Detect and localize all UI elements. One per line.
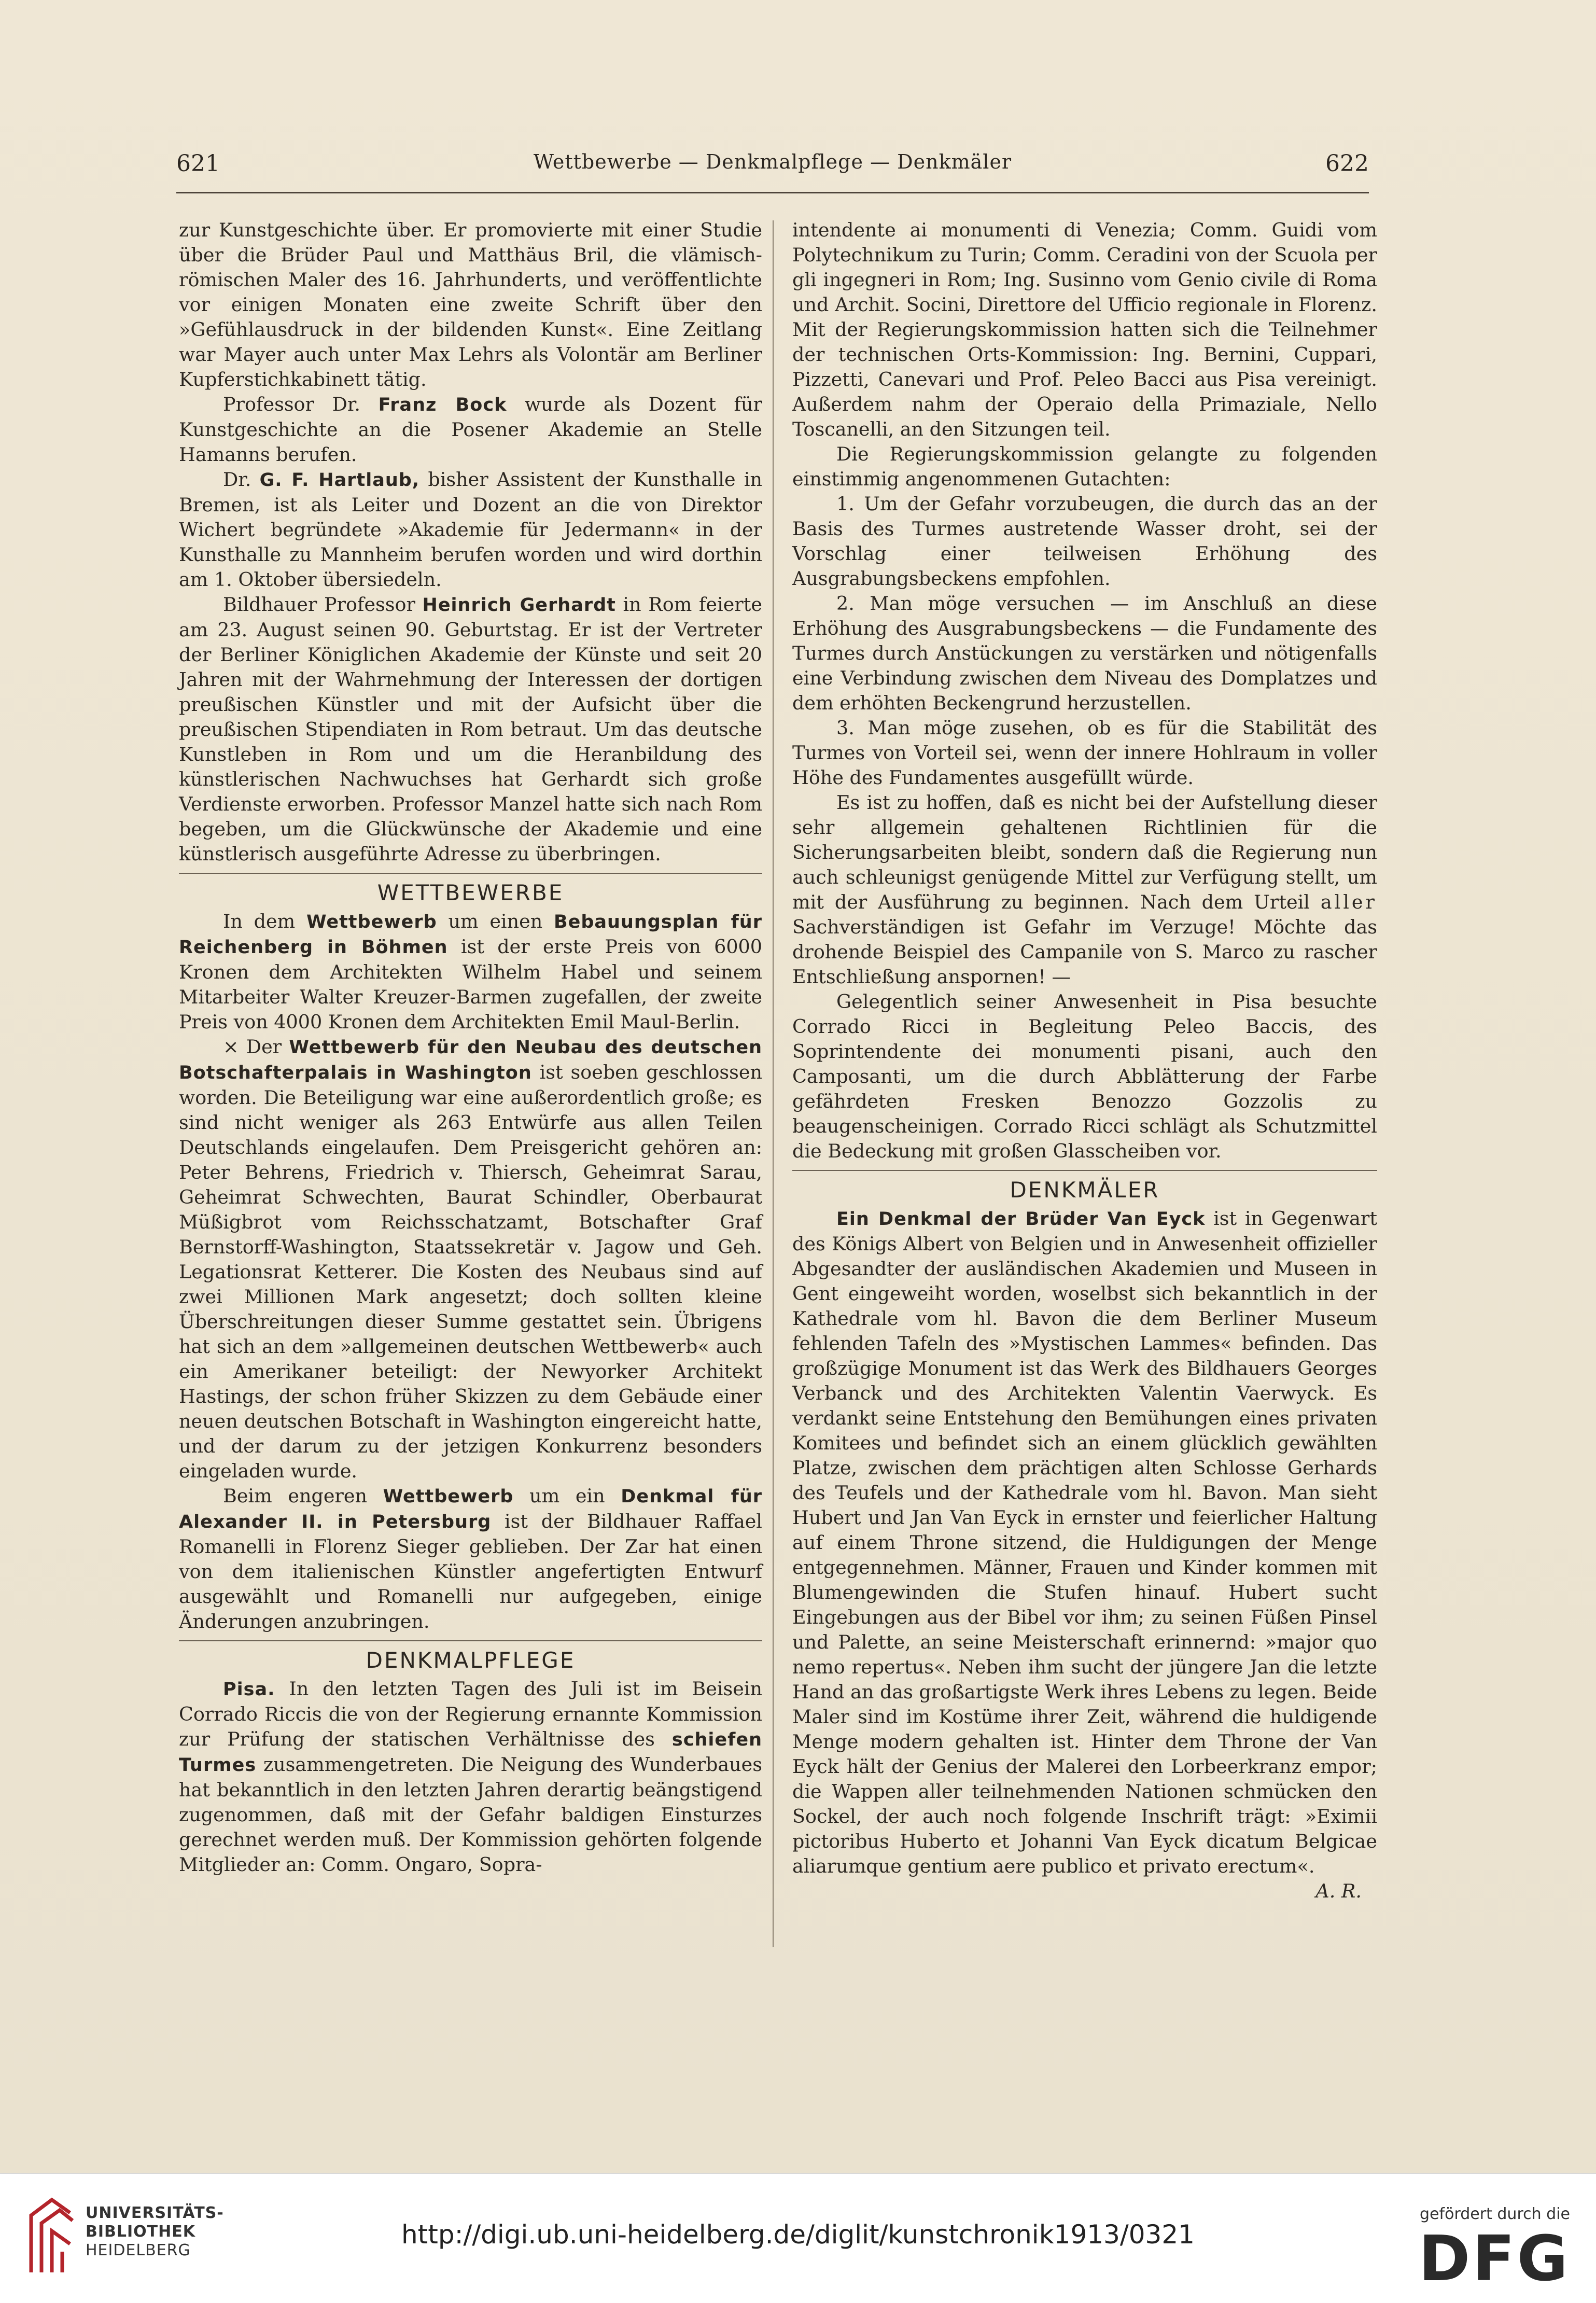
section-heading-denkmalpflege: DENKMALPFLEGE bbox=[366, 1648, 576, 1673]
running-title: Wettbewerbe — Denkmalpflege — Denkmäler bbox=[533, 150, 1012, 173]
author-signature: A. R. bbox=[1315, 1880, 1362, 1902]
section-rule bbox=[179, 1640, 762, 1641]
right-column bbox=[792, 218, 1377, 1904]
paragraph: Es ist zu hoffen, daß es nicht bei der Aufstellung dieser sehr allgemein gehaltenen Richtlinien für die Sicherungsarbeiten bleibt, sondern daß die Regierung nun auch schleunigst genügende Mittel zur Verfügung stellt, um mit der Ausführung zu beginnen. Nach dem Urteil aller Sachverständigen ist Gefahr im Verzuge! Möchte das drohende Beispiel des Campanile von S. Marco zu rascher Entschließung anspornen! — bbox=[792, 791, 1377, 988]
paragraph: Pisa. In den letzten Tagen des Juli ist im Beisein Corrado Riccis die von der Regierung ernannte Kommission zur Prüfung der statischen Verhältnisse des schiefen Turmes zusammengetreten. Die Neigung des Wunderbaues hat bekanntlich in den letzten Jahren derartig beängstigend zugenommen, daß mit der Gefahr baldigen Einsturzes gerechnet werden muß. Der Kommission gehörten folgende Mitglieder an: Comm. Ongaro, Sopra- bbox=[179, 1678, 762, 1876]
running-head bbox=[176, 150, 1369, 187]
page-number-right: 622 bbox=[1325, 150, 1369, 177]
paragraph: 2. Man möge versuchen — im Anschluß an diese Erhöhung des Ausgrabungsbeckens — die Fundamente des Turmes durch Anstückungen zu verstärken und nötigenfalls eine Verbindung zwischen dem Niveau des Domplatzes und dem erhöhten Beckengrund herzustellen. bbox=[792, 592, 1377, 714]
digitization-footer bbox=[0, 2173, 1596, 2303]
column-divider bbox=[773, 220, 774, 1947]
paragraph: Beim engeren Wettbewerb um ein Denkmal für Alexander II. in Petersburg ist der Bildhauer Raffael Romanelli in Florenz Sieger geblieben. Der Zar hat einen von dem italienischen Künstler angefertigten Entwurf ausgewählt und Romanelli nur aufgegeben, einige Änderungen anzubringen. bbox=[179, 1485, 762, 1632]
paragraph: Gelegentlich seiner Anwesenheit in Pisa besuchte Corrado Ricci in Begleitung Peleo Baccis, des Soprintendente dei monumenti pisani, auch den Camposanti, um die durch Abblätterung der Farbe gefährdeten Fresken Benozzo Gozzolis zu beaugenscheinigen. Corrado Ricci schlägt als Schutzmittel die Bedeckung mit großen Glasscheiben vor. bbox=[792, 990, 1377, 1162]
paragraph: Bildhauer Professor Heinrich Gerhardt in Rom feierte am 23. August seinen 90. Geburtstag. Er ist der Vertreter der Berliner Königlichen Akademie der Künste und seit 20 Jahren mit der Wahrnehmung der Interessen der dortigen preußischen Künstler und mit der Aufsicht über die preußischen Stipendiaten in Rom betraut. Um das deutsche Kunstleben in Rom und um die Heranbildung des künstlerischen Nachwuchses hat Gerhardt sich große Verdienste erworben. Professor Manzel hatte sich nach Rom begeben, um die Glückwünsche der Akademie und eine künstlerisch ausgeführte Adresse zu überbringen. bbox=[179, 593, 763, 865]
paragraph: In dem Wettbewerb um einen Bebauungsplan für Reichenberg in Böhmen ist der erste Preis von 6000 Kronen dem Architekten Wilhelm Habel und seinem Mitarbeiter Walter Kreuzer-Barmen zugefallen, der zweite Preis von 4000 Kronen dem Architekten Emil Maul-Berlin. bbox=[179, 910, 762, 1033]
paragraph: 3. Man möge zusehen, ob es für die Stabilität des Turmes von Vorteil sei, wenn der innere Hohlraum in voller Höhe des Fundamentes ausgefüllt würde. bbox=[792, 717, 1377, 789]
paragraph: 1. Um der Gefahr vorzubeugen, die durch das an der Basis des Turmes austretende Wasser droht, sei der Vorschlag einer teilweisen Erhöhung des Ausgrabungsbeckens empfohlen. bbox=[792, 493, 1377, 590]
paragraph: Dr. G. F. Hartlaub, bisher Assistent der Kunsthalle in Bremen, ist als Leiter und Dozent an die von Direktor Wichert begründete »Akademie für Jedermann« in der Kunsthalle zu Mannheim berufen worden und wird dorthin am 1. Oktober übersiedeln. bbox=[179, 468, 762, 591]
paragraph: × Der Wettbewerb für den Neubau des deutschen Botschafterpalais in Washington ist soeben geschlossen worden. Die Beteiligung war eine außerordentlich große; es sind nicht weniger als 263 Entwürfe aus allen Teilen Deutschlands eingelaufen. Dem Preisgericht gehören an: Peter Behrens, Friedrich v. Thiersch, Geheimrat Sarau, Geheimrat Schwechten, Baurat Schindler, Oberbaurat Müßigbrot vom Reichsschatzamt, Botschafter Graf Bernstorff-Washington, Staatssekretär v. Jagow und Geh. Legationsrat Ketterer. Die Kosten des Neubaus sind auf zwei Millionen Mark angesetzt; doch sollten kleine Überschreitungen dieser Summe gestattet sein. Übrigens hat sich an dem »allgemeinen deutschen Wettbewerb« auch ein Amerikaner beteiligt: der Newyorker Architekt Hastings, der schon früher Skizzen zu dem Gebäude einer neuen deutschen Botschaft in Washington eingereicht hatte, und der darum zu der jetzigen Konkurrenz besonders eingeladen wurde. bbox=[179, 1036, 762, 1482]
paragraph: zur Kunstgeschichte über. Er promovierte mit einer Studie über die Brüder Paul und Matthäus Bril, die vlämisch-römischen Maler des 16. Jahrhunderts, und veröffentlichte vor einigen Monaten eine zweite Schrift über den »Gefühlausdruck in der bildenden Kunst«. Eine Zeitlang war Mayer auch unter Max Lehrs als Volontär am Berliner Kupferstichkabinett tätig. bbox=[179, 219, 762, 390]
permalink-url[interactable]: http://digi.ub.uni-heidelberg.de/diglit/kunstchronik1913/0321 bbox=[401, 2220, 1195, 2250]
section-heading-denkmaeler: DENKMÄLER bbox=[1010, 1177, 1160, 1203]
library-name: UNIVERSITÄTS- BIBLIOTHEK HEIDELBERG bbox=[86, 2204, 224, 2259]
dfg-logo: DFG bbox=[1418, 2223, 1570, 2295]
funding-note: gefördert durch die bbox=[1420, 2205, 1570, 2223]
section-rule bbox=[792, 1170, 1377, 1171]
paragraph: Die Regierungskommission gelangte zu folgenden einstimmig angenommenen Gutachten: bbox=[792, 443, 1377, 490]
paragraph: Ein Denkmal der Brüder Van Eyck ist in Gegenwart des Königs Albert von Belgien und in Anwesenheit offizieller Abgesandter der ausländischen Akademien und Museen in Gent eingeweiht worden, woselbst sich bekanntlich in der Kathedrale vom hl. Bavon die dem Berliner Museum fehlenden Tafeln des »Mystischen Lammes« befinden. Das großzügige Monument ist das Werk des Bildhauers Georges Verbanck und des Architekten Valentin Vaerwyck. Es verdankt seine Entstehung den Bemühungen eines privaten Komitees und befindet sich an einem glücklich gewählten Platze, zwischen dem prächtigen alten Schlosse Gerhards des Teufels und der Kathedrale vom hl. Bavon. Man sieht Hubert und Jan Van Eyck in ernster und feierlicher Haltung auf einem Throne sitzend, die Huldigungen der Menge entgegennehmen. Männer, Frauen und Kinder kommen mit Blumengewinden die Stufen hinauf. Hubert sucht Eingebungen aus der Bibel vor ihm; zu seinen Füßen Pinsel und Palette, an seine Meisterschaft erinnernd: »major quo nemo repertus«. Neben ihm sucht der jüngere Jan die letzte Hand an das großartigste Werk ihres Lebens zu legen. Beide Maler sind im Kostüme ihrer Zeit, während die huldigende Menge modern gehalten ist. Hinter dem Throne der Van Eyck hält der Genius der Malerei den Lorbeerkranz empor; die Wappen aller teilnehmenden Nationen schmücken den Sockel, der auch noch folgende Inschrift trägt: »Eximii pictoribus Huberto et Johanni Van Eyck dicatum Belgicae aliarumque gentium aere publico et privato erectum«. A. R. bbox=[792, 1206, 1377, 1879]
header-rule bbox=[176, 192, 1369, 193]
paragraph: Professor Dr. Franz Bock wurde als Dozent für Kunstgeschichte an die Posener Akademie an Stelle Hamanns berufen. bbox=[179, 393, 762, 466]
section-rule bbox=[179, 873, 762, 874]
left-column bbox=[179, 218, 762, 1877]
paragraph: intendente ai monumenti di Venezia; Comm. Guidi vom Polytechnikum zu Turin; Comm. Ceradini von der Scuola per gli ingegneri in Rom; Ing. Susinno vom Genio civile di Roma und Archit. Socini, Direttore del Ufficio regionale in Florenz. Mit der Regierungskommission hatten sich die Teilnehmer der technischen Orts-Kommission: Ing. Bernini, Cuppari, Pizzetti, Canevari und Prof. Peleo Bacci aus Pisa vereinigt. Außerdem nahm der Operaio della Primaziale, Nello Toscanelli, an den Sitzungen teil. bbox=[792, 219, 1377, 440]
page-number-left: 621 bbox=[176, 150, 220, 177]
section-heading-wettbewerbe: WETTBEWERBE bbox=[377, 880, 564, 905]
